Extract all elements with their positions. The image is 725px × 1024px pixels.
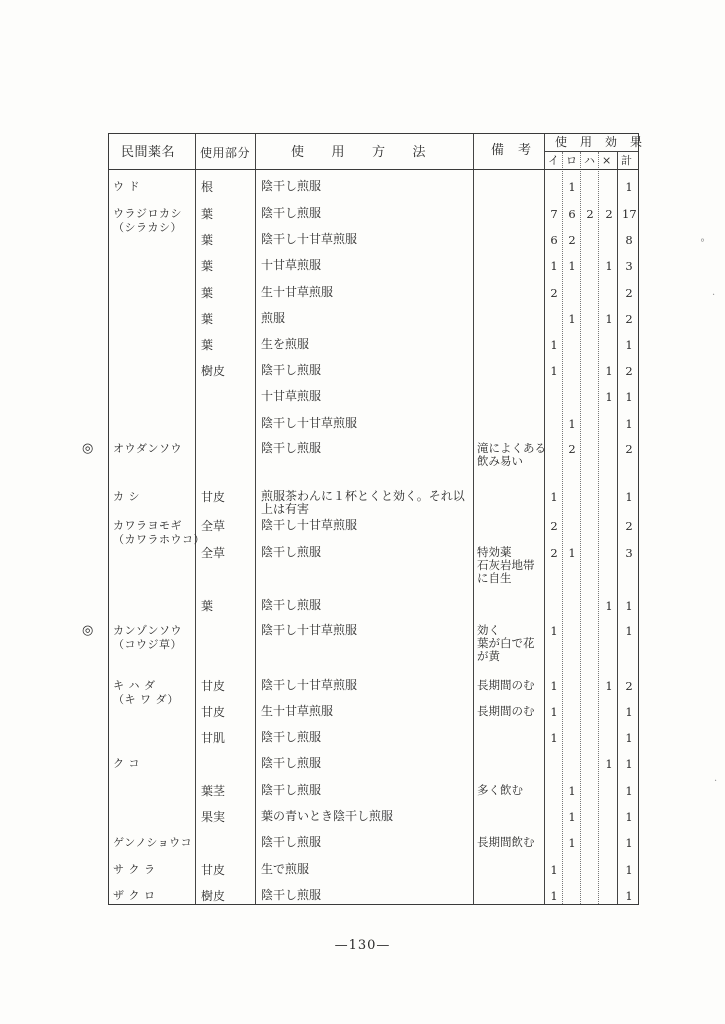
- effect-total: 2: [625, 364, 633, 378]
- effect-total: 1: [625, 624, 633, 638]
- usage-method: 煎服: [261, 311, 286, 325]
- usage-method: 陰干し煎服: [261, 206, 322, 220]
- effect-total: 1: [625, 705, 633, 719]
- remarks: 特効薬 石灰岩地帯 に自生: [477, 545, 535, 585]
- effect-ro: 2: [568, 233, 576, 247]
- usage-part: 葉: [201, 338, 214, 352]
- effect-ha: 2: [586, 207, 594, 221]
- header-effect-total: 計: [621, 154, 632, 167]
- remarks: 長期間のむ: [477, 704, 535, 718]
- usage-method: 陰干し十甘草煎服: [261, 518, 358, 532]
- effect-x: 1: [605, 679, 613, 693]
- effect-i: 2: [550, 286, 558, 300]
- effect-ro: 1: [568, 546, 576, 560]
- effect-total: 3: [625, 546, 633, 560]
- usage-method: 生を煎服: [261, 337, 310, 351]
- usage-part: 全草: [201, 519, 226, 533]
- effect-x: 1: [605, 757, 613, 771]
- usage-method: 陰干し十甘草煎服: [261, 232, 358, 246]
- effect-i: 1: [550, 679, 558, 693]
- effect-total: 1: [625, 836, 633, 850]
- effect-i: 1: [550, 624, 558, 638]
- effect-i: 1: [550, 364, 558, 378]
- col-rule-i: [562, 152, 563, 904]
- effect-x: 1: [605, 390, 613, 404]
- remarks: 長期間のむ: [477, 678, 535, 692]
- effect-ro: 1: [568, 312, 576, 326]
- col-rule-x: [617, 152, 618, 904]
- effect-ro: 1: [568, 259, 576, 273]
- effect-total: 8: [625, 233, 633, 247]
- special-mark: ◎: [82, 623, 94, 638]
- usage-method: 陰干し煎服: [261, 756, 322, 770]
- usage-method: 陰干し煎服: [261, 545, 322, 559]
- effect-i: 1: [550, 863, 558, 877]
- effect-ro: 6: [568, 207, 576, 221]
- effect-total: 1: [625, 810, 633, 824]
- usage-part: 全草: [201, 546, 226, 560]
- header-effect-ha: ハ: [584, 154, 595, 167]
- col-rule-part: [255, 134, 256, 904]
- effect-i: 6: [550, 233, 558, 247]
- effect-total: 17: [622, 207, 637, 221]
- effect-total: 2: [625, 286, 633, 300]
- effect-i: 2: [550, 519, 558, 533]
- usage-part: 甘皮: [201, 679, 226, 693]
- herb-name: サ ク ラ: [113, 863, 156, 876]
- usage-method: 陰干し煎服: [261, 598, 322, 612]
- effect-x: 1: [605, 259, 613, 273]
- herbal-medicine-table: [82, 133, 643, 905]
- usage-method: 陰干し煎服: [261, 730, 322, 744]
- col-rule-remarks: [544, 134, 545, 904]
- effect-total: 1: [625, 390, 633, 404]
- header-name: 民間薬名: [121, 145, 176, 160]
- usage-part: 甘肌: [201, 731, 226, 745]
- usage-part: 葉: [201, 233, 214, 247]
- effect-i: 1: [550, 259, 558, 273]
- effect-i: 1: [550, 338, 558, 352]
- usage-method: 陰干し煎服: [261, 363, 322, 377]
- effect-total: 1: [625, 417, 633, 431]
- effect-total: 2: [625, 519, 633, 533]
- herb-name: ウラジロカシ （シラカシ）: [113, 207, 182, 234]
- effect-i: 7: [550, 207, 558, 221]
- usage-method: 生で煎服: [261, 862, 310, 876]
- usage-part: 葉: [201, 312, 214, 326]
- usage-method: 陰干し煎服: [261, 888, 322, 902]
- remarks: 多く飲む: [477, 783, 523, 797]
- effect-total: 1: [625, 599, 633, 613]
- effect-total: 2: [625, 312, 633, 326]
- effect-total: 1: [625, 180, 633, 194]
- herb-name: カワラヨモギ （カワラホウコ）: [113, 519, 205, 546]
- effect-ro: 1: [568, 784, 576, 798]
- usage-method: 生十甘草煎服: [261, 704, 334, 718]
- usage-method: 陰干し十甘草煎服: [261, 623, 358, 637]
- effect-total: 1: [625, 731, 633, 745]
- usage-part: 葉: [201, 259, 214, 273]
- remarks: 長期間飲む: [477, 835, 535, 849]
- usage-part: 葉: [201, 286, 214, 300]
- herb-name: ク コ: [113, 757, 140, 770]
- page-number: —130—: [334, 938, 391, 953]
- remarks: 効く 葉が白で花 が黄: [477, 623, 535, 663]
- effect-total: 2: [625, 679, 633, 693]
- usage-part: 樹皮: [201, 364, 226, 378]
- effect-total: 1: [625, 889, 633, 903]
- usage-method: 十甘草煎服: [261, 258, 322, 272]
- scan-speck: °: [700, 238, 705, 249]
- col-rule-ha: [598, 152, 599, 904]
- herb-name: オウダンソウ: [113, 442, 182, 455]
- usage-part: 葉茎: [201, 784, 226, 798]
- usage-method: 十甘草煎服: [261, 389, 322, 403]
- effect-i: 1: [550, 731, 558, 745]
- header-effect-i: イ: [548, 154, 559, 167]
- usage-part: 甘皮: [201, 490, 226, 504]
- effect-total: 1: [625, 338, 633, 352]
- herb-name: ザ ク ロ: [113, 889, 156, 902]
- usage-part: 樹皮: [201, 889, 226, 903]
- effect-ro: 1: [568, 417, 576, 431]
- header-method: 使 用 方 法: [291, 145, 427, 160]
- usage-method: 葉の青いとき陰干し煎服: [261, 809, 394, 823]
- herb-name: ウ ド: [113, 180, 140, 193]
- usage-part: 葉: [201, 207, 214, 221]
- usage-part: 甘皮: [201, 863, 226, 877]
- header-effect: 使 用 効 果: [555, 135, 643, 149]
- header-bottom-rule: [109, 169, 638, 170]
- usage-method: 陰干し煎服: [261, 783, 322, 797]
- effect-total: 3: [625, 259, 633, 273]
- effect-total: 1: [625, 757, 633, 771]
- usage-method: 陰干し煎服: [261, 441, 322, 455]
- usage-method: 陰干し十甘草煎服: [261, 678, 358, 692]
- usage-method: 生十甘草煎服: [261, 285, 334, 299]
- header-part: 使用部分: [200, 146, 251, 160]
- effect-total: 2: [625, 442, 633, 456]
- scan-speck: ·: [714, 776, 718, 787]
- usage-method: 陰干し煎服: [261, 835, 322, 849]
- effect-total: 1: [625, 784, 633, 798]
- effect-total: 1: [625, 490, 633, 504]
- remarks: 滝によくある 飲み易い: [477, 441, 546, 468]
- effect-i: 2: [550, 546, 558, 560]
- effect-i: 1: [550, 889, 558, 903]
- scan-speck: ·: [712, 290, 716, 301]
- usage-method: 陰干し煎服: [261, 179, 322, 193]
- usage-method: 陰干し十甘草煎服: [261, 416, 358, 430]
- herb-name: キ ハ ダ （キ ワ ダ）: [113, 679, 179, 706]
- effect-subheader-rule: [544, 151, 638, 152]
- effect-x: 1: [605, 364, 613, 378]
- effect-x: 1: [605, 312, 613, 326]
- col-rule-ro: [580, 152, 581, 904]
- herb-name: ゲンノショウコ: [113, 836, 193, 849]
- usage-part: 甘皮: [201, 705, 226, 719]
- effect-total: 1: [625, 863, 633, 877]
- col-rule-method: [473, 134, 474, 904]
- usage-part: 葉: [201, 599, 214, 613]
- effect-ro: 2: [568, 442, 576, 456]
- usage-method: 煎服茶わんに１杯とくと効く。それ以 上は有害: [261, 489, 465, 516]
- effect-i: 1: [550, 705, 558, 719]
- effect-ro: 1: [568, 180, 576, 194]
- usage-part: 果実: [201, 810, 226, 824]
- effect-i: 1: [550, 490, 558, 504]
- effect-ro: 1: [568, 810, 576, 824]
- herb-name: カンゾンソウ （コウジ草）: [113, 624, 182, 651]
- effect-ro: 1: [568, 836, 576, 850]
- usage-part: 根: [201, 180, 214, 194]
- header-effect-ro: ロ: [566, 154, 577, 167]
- header-remarks: 備 考: [491, 143, 532, 158]
- herb-name: カ シ: [113, 490, 140, 503]
- effect-x: 2: [605, 207, 613, 221]
- header-effect-x: ×: [602, 154, 612, 167]
- effect-x: 1: [605, 599, 613, 613]
- special-mark: ◎: [82, 441, 94, 456]
